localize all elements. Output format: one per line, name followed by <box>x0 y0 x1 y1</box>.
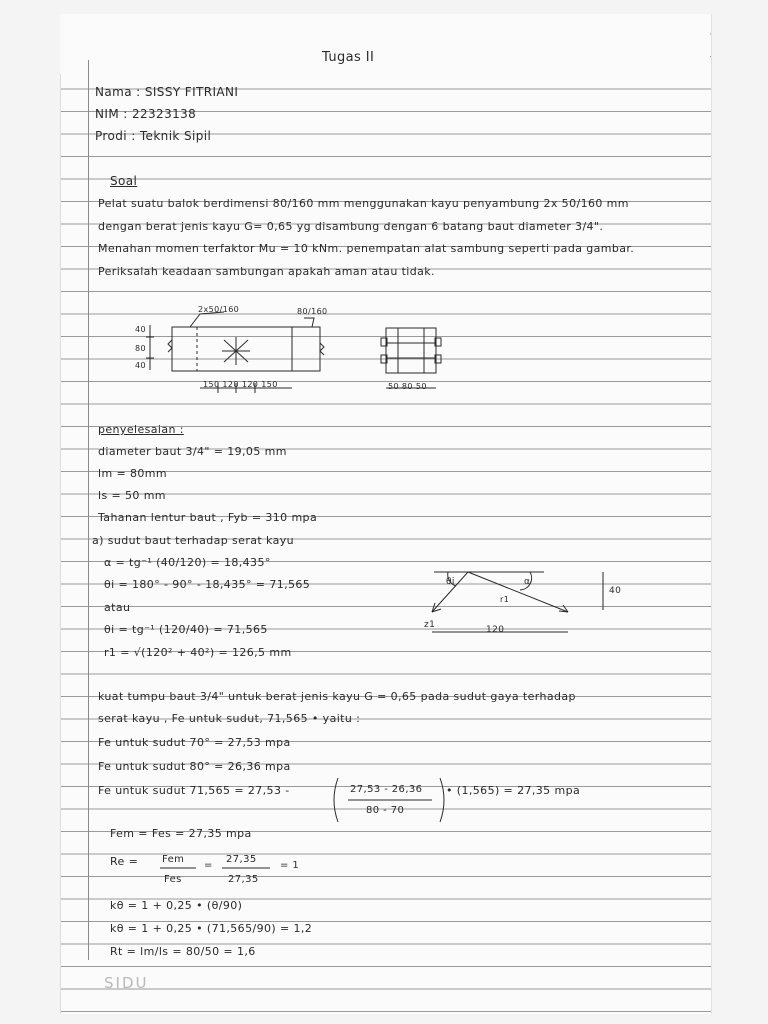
kuat-line-2: serat kayu , Fe untuk sudut, 71,565 • yaitu : <box>98 712 361 725</box>
re-num-1: Fem <box>162 854 185 865</box>
fe-formula-suffix: • (1,565) = 27,35 mpa <box>446 784 581 797</box>
left-dim-1: 40 <box>135 325 146 334</box>
fem-line: Fem = Fes = 27,35 mpa <box>110 827 252 840</box>
label-main-beam: 80/160 <box>297 307 328 316</box>
horiz-label: 120 <box>486 625 505 635</box>
fe-formula-prefix: Fe untuk sudut 71,565 = 27,53 - <box>98 784 290 797</box>
penyelesaian-heading: penyelesaian : <box>98 423 184 436</box>
solution-line-7: θi = 180° - 90° - 18,435° = 71,565 <box>104 578 311 591</box>
kuat-line-3: Fe untuk sudut 70° = 27,53 mpa <box>98 736 291 749</box>
kuat-line-4: Fe untuk sudut 80° = 26,36 mpa <box>98 760 291 773</box>
solution-line-8: atau <box>104 601 131 614</box>
soal-line-4: Periksalah keadaan sambungan apakah aman atau tidak. <box>98 265 435 278</box>
solution-line-10: r1 = √(120² + 40²) = 126,5 mm <box>104 646 292 659</box>
left-dim-3: 40 <box>135 361 146 370</box>
left-dim-2: 80 <box>135 344 146 353</box>
label-splice-plate: 2x50/160 <box>198 305 240 314</box>
re-label: Re = <box>110 855 139 868</box>
kuat-line-1: kuat tumpu baut 3/4" untuk berat jenis kayu G = 0,65 pada sudut gaya terhadap <box>98 690 576 703</box>
theta-label: θi <box>446 577 455 587</box>
solution-line-6: α = tg⁻¹ (40/120) = 18,435° <box>104 556 271 569</box>
fe-frac-num: 27,53 - 26,36 <box>350 784 423 795</box>
re-den-2: 27,35 <box>228 874 259 885</box>
re-num-2: 27,35 <box>226 854 257 865</box>
re-den-1: Fes <box>164 874 182 885</box>
soal-line-2: dengan berat jenis kayu G= 0,65 yg disambung dengan 6 batang baut diameter 3/4". <box>98 220 604 233</box>
nama-line: Nama : SISSY FITRIANI <box>95 85 239 99</box>
solution-line-5: a) sudut baut terhadap serat kayu <box>92 534 294 547</box>
z1-label: z1 <box>424 620 436 630</box>
solution-line-4: Tahanan lentur baut , Fyb = 310 mpa <box>98 511 318 524</box>
soal-line-3: Menahan momen terfaktor Mu = 10 kNm. penempatan alat sambung seperti pada gambar. <box>98 242 635 255</box>
vert-label: 40 <box>609 586 622 596</box>
re-result: = 1 <box>280 860 300 871</box>
fe-frac-den: 80 - 70 <box>366 805 405 816</box>
rt-line: Rt = lm/ls = 80/50 = 1,6 <box>110 945 256 958</box>
k0b-line: kθ = 1 + 0,25 • (71,565/90) = 1,2 <box>110 922 313 935</box>
re-eq: = <box>204 860 213 871</box>
page-title: Tugas II <box>322 50 375 65</box>
r1-label: r1 <box>500 595 510 604</box>
solution-line-9: θi = tg⁻¹ (120/40) = 71,565 <box>104 623 268 636</box>
solution-line-1: diameter baut 3/4" = 19,05 mm <box>98 445 287 458</box>
soal-line-1: Pelat suatu balok berdimensi 80/160 mm menggunakan kayu penyambung 2x 50/160 mm <box>98 197 629 210</box>
nim-line: NIM : 22323138 <box>95 107 197 121</box>
notebook-brand: SIDU <box>104 974 149 992</box>
solution-line-3: ls = 50 mm <box>98 489 166 502</box>
soal-heading: Soal <box>110 174 138 188</box>
side-dims: 50 80 50 <box>388 382 427 391</box>
alpha-label: α <box>524 577 531 587</box>
bottom-dims: 150 120 120 150 <box>203 380 278 389</box>
solution-line-2: lm = 80mm <box>98 467 168 480</box>
k0-line: kθ = 1 + 0,25 • (θ/90) <box>110 899 243 912</box>
prodi-line: Prodi : Teknik Sipil <box>95 129 212 143</box>
